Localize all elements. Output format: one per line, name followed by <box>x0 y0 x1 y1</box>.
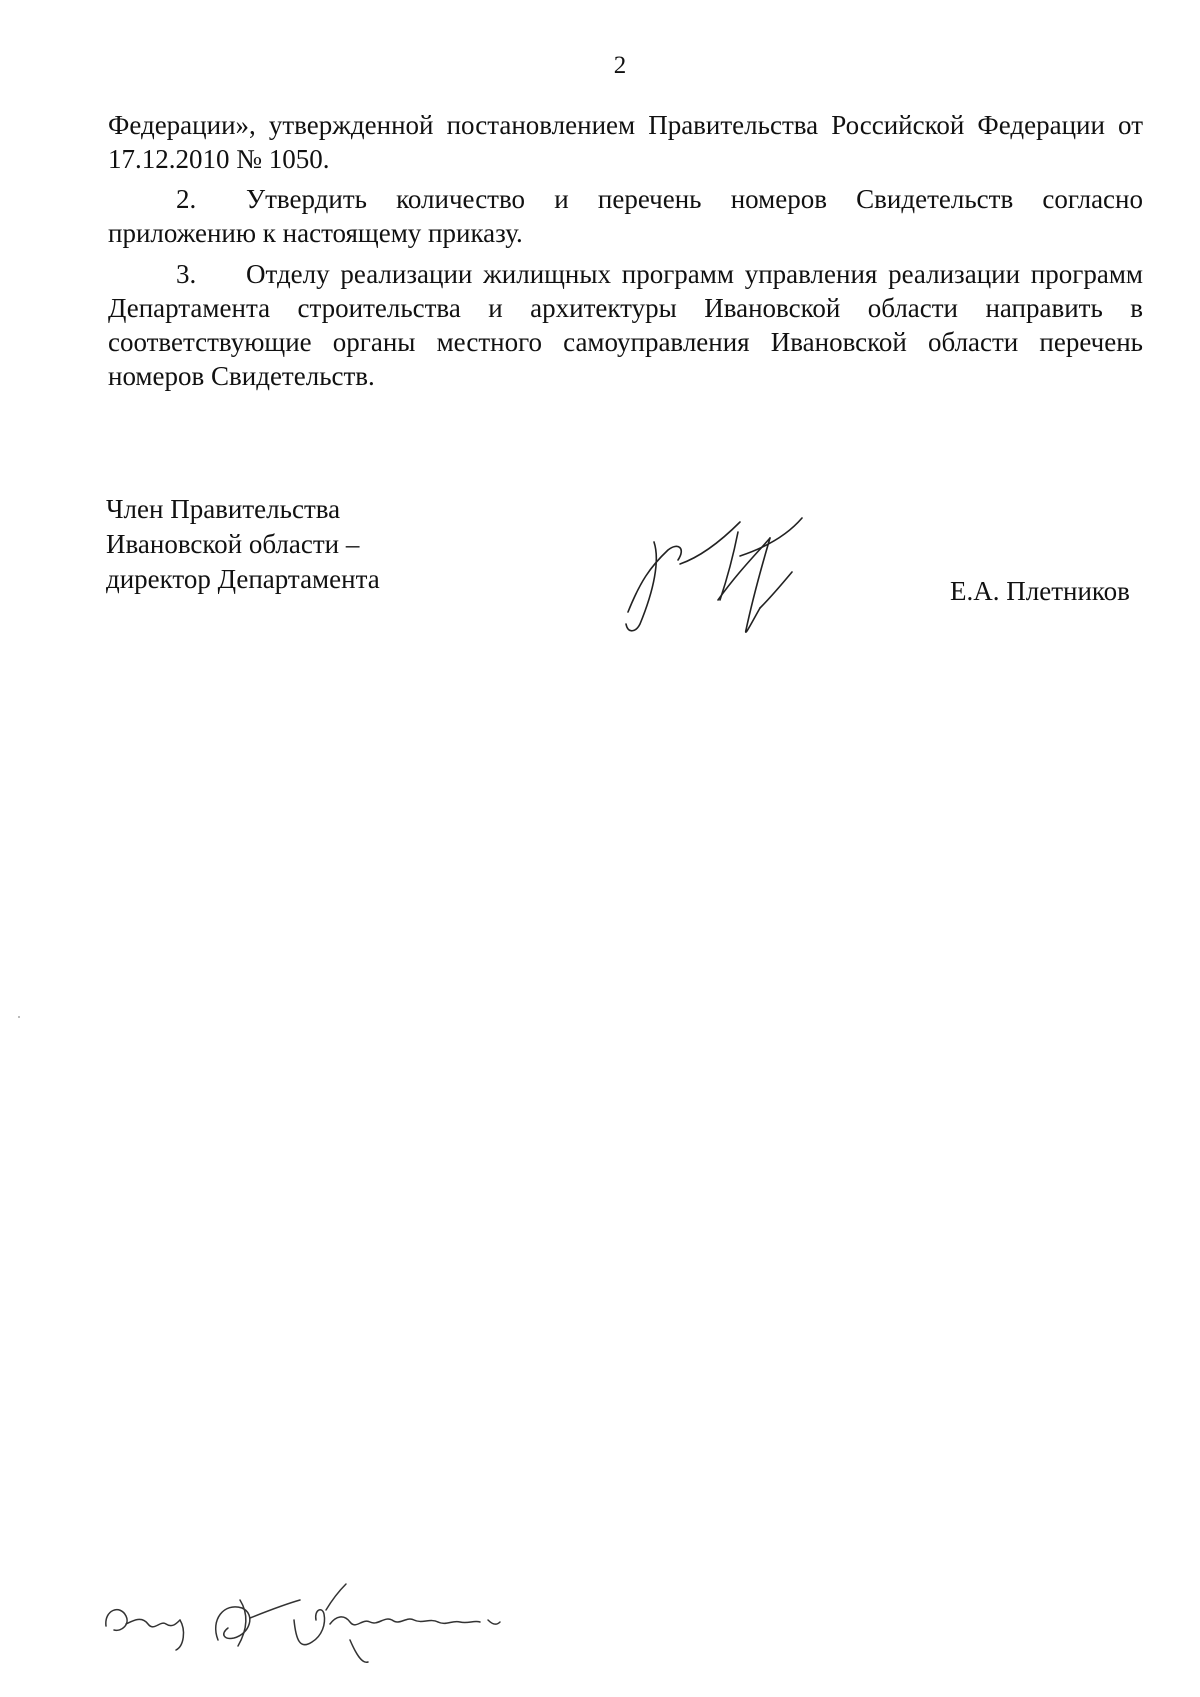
item-3-number: 3. <box>176 259 197 289</box>
item-3-paragraph <box>108 257 1143 393</box>
signatory-title-line-1: Член Правительства <box>106 494 341 524</box>
item-2-text: Утвердить количество и перечень номеров Свидетельств согласно приложению к настоящему приказу. <box>108 184 1143 248</box>
signatory-title <box>106 492 380 597</box>
scan-margin-mark <box>18 1016 20 1018</box>
continuation-text: Федерации», утвержденной постановлением Правительства Российской Федерации от 17.12.2010 № 1050. <box>108 110 1143 174</box>
page-number: 2 <box>613 52 627 79</box>
item-3-text: Отделу реализации жилищных программ управления реализации программ Департамента строительства и архитектуры Ивановской области направить в соответствующие органы местного самоуправления Ивановской области перечень номеров Свидетельств. <box>108 259 1143 391</box>
handwritten-signature <box>620 512 860 642</box>
signatory-title-line-3: директор Департамента <box>106 564 380 594</box>
item-2-number: 2. <box>176 184 197 214</box>
approval-visa-signature <box>100 1580 600 1670</box>
continuation-paragraph <box>108 108 1143 176</box>
signatory-title-line-2: Ивановской области – <box>106 529 360 559</box>
item-2-paragraph <box>108 182 1143 250</box>
signer-name: Е.А. Плетников <box>950 576 1130 606</box>
